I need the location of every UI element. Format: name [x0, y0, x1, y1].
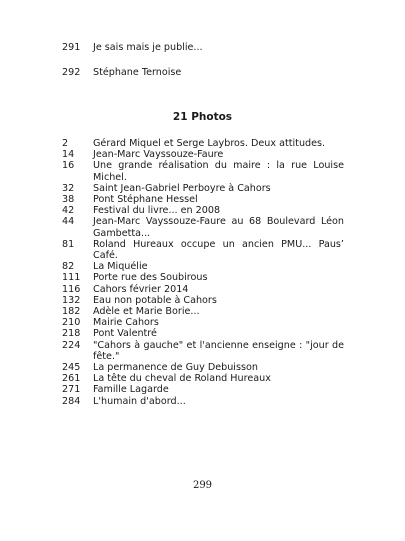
photo-caption: Eau non potable à Cahors — [93, 294, 217, 306]
photo-caption: L'humain d'abord... — [93, 395, 186, 407]
photo-entry — [62, 396, 344, 407]
photo-entry — [62, 373, 344, 384]
photo-caption: Jean-Marc Vayssouze-Faure au 68 Boulevard Léon Gambetta... — [93, 216, 344, 239]
photo-page-number: 81 — [62, 238, 75, 250]
photo-caption: "Cahors à gauche" et l'ancienne enseigne : "jour de fête." — [93, 339, 344, 362]
page-number: 299 — [192, 480, 213, 491]
photo-caption: Mairie Cahors — [93, 317, 159, 329]
photo-page-number: 245 — [62, 362, 81, 374]
photo-caption: Cahors février 2014 — [93, 283, 189, 295]
photo-caption: Pont Stéphane Hessel — [93, 194, 198, 206]
photo-entry — [62, 306, 344, 317]
photo-page-number: 284 — [62, 395, 81, 407]
photo-entry — [62, 149, 344, 160]
photo-page-number: 16 — [62, 160, 75, 172]
photo-entry — [62, 216, 344, 238]
photo-caption: Jean-Marc Vayssouze-Faure — [93, 149, 224, 161]
entry-page-number: 291 — [62, 42, 81, 53]
section-title: 21 Photos — [172, 111, 233, 123]
photo-caption: Saint Jean-Gabriel Perboyre à Cahors — [93, 182, 271, 194]
photo-entry — [62, 295, 344, 306]
photo-page-number: 42 — [62, 205, 75, 217]
photo-page-number: 210 — [62, 317, 81, 329]
photo-caption: Roland Hureaux occupe un ancien PMU... Paus’ Café. — [93, 238, 344, 262]
photo-caption: La Miquélie — [93, 261, 148, 273]
photo-entry — [62, 340, 344, 362]
photo-page-number: 14 — [62, 149, 75, 161]
list-entry — [62, 67, 362, 78]
photo-page-number: 132 — [62, 294, 81, 306]
photo-page-number: 116 — [62, 283, 81, 295]
photo-entry — [62, 205, 344, 216]
photo-caption: Famille Lagarde — [93, 384, 169, 396]
photo-entry — [62, 328, 344, 339]
photo-list — [62, 138, 344, 407]
photo-entry — [62, 272, 344, 283]
photo-caption: La permanence de Guy Debuisson — [93, 362, 258, 374]
photo-page-number: 224 — [62, 339, 81, 351]
entry-page-number: 292 — [62, 67, 81, 79]
photo-caption: Porte rue des Soubirous — [93, 272, 208, 284]
photo-page-number: 2 — [62, 138, 69, 149]
photo-page-number: 32 — [62, 182, 75, 194]
photo-entry — [62, 284, 344, 295]
photo-page-number: 218 — [62, 328, 81, 340]
photo-entry — [62, 194, 344, 205]
photo-entry — [62, 239, 344, 261]
photo-caption: Gérard Miquel et Serge Laybros. Deux attitudes. — [93, 138, 326, 149]
photo-page-number: 38 — [62, 194, 75, 206]
photo-page-number: 82 — [62, 261, 75, 273]
photo-page-number: 44 — [62, 216, 75, 228]
photo-entry — [62, 160, 344, 182]
list-entry — [62, 42, 362, 53]
photo-caption: Une grande réalisation du maire : la rue Louise Michel. — [93, 160, 344, 183]
photo-entry — [62, 183, 344, 194]
entry-title: Je sais mais je publie... — [93, 42, 203, 53]
photo-page-number: 261 — [62, 373, 81, 385]
photo-page-number: 271 — [62, 384, 81, 396]
photo-caption: Festival du livre... en 2008 — [93, 205, 221, 217]
photo-entry — [62, 362, 344, 373]
photo-caption: La tête du cheval de Roland Hureaux — [93, 373, 271, 385]
photo-page-number: 111 — [62, 272, 81, 284]
photo-entry — [62, 138, 344, 149]
photo-entry — [62, 261, 344, 272]
entry-title: Stéphane Ternoise — [93, 67, 182, 79]
photo-caption: Adèle et Marie Borie... — [93, 306, 200, 318]
photo-page-number: 182 — [62, 306, 81, 318]
photo-entry — [62, 384, 344, 395]
top-entries-list — [62, 42, 362, 78]
photo-caption: Pont Valentré — [93, 328, 157, 340]
photo-entry — [62, 317, 344, 328]
